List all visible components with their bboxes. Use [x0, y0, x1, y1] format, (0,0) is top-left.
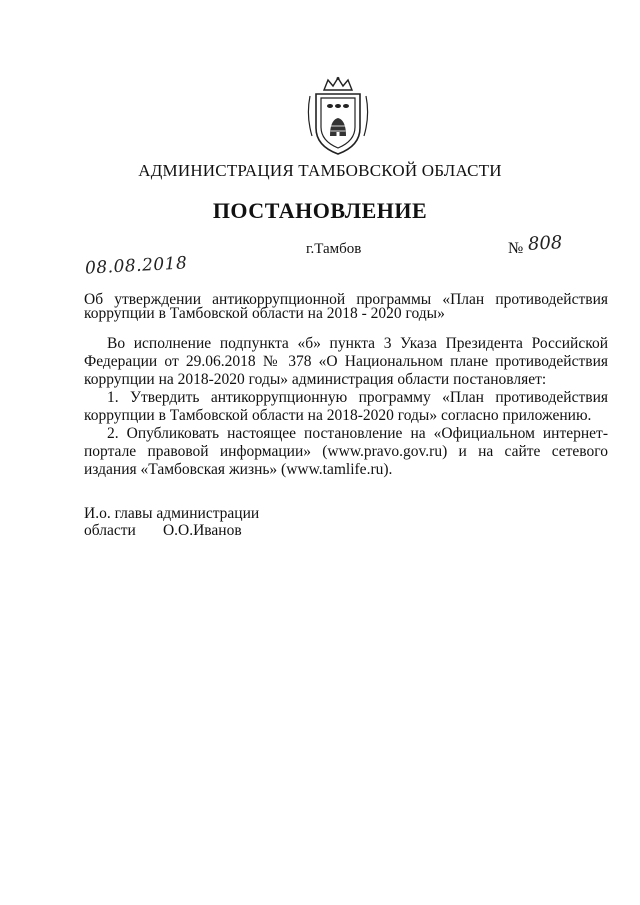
- document-number-handwritten: 808: [527, 232, 563, 255]
- coat-of-arms-emblem: [302, 76, 374, 156]
- signatory-name: О.О.Иванов: [162, 522, 242, 539]
- organization-title: АДМИНИСТРАЦИЯ ТАМБОВСКОЙ ОБЛАСТИ: [138, 161, 502, 180]
- signatory-position-line1: И.о. главы администрации: [84, 505, 260, 522]
- document-type-title: ПОСТАНОВЛЕНИЕ: [212, 198, 428, 223]
- city-label: г.Тамбов: [306, 241, 362, 257]
- document-subject: Об утверждении антикоррупционной программы «План противодействия коррупции в Тамбовской области на 2018 - 2020 годы»: [84, 291, 608, 322]
- document-date-handwritten: 08.08.2018: [84, 253, 188, 279]
- document-body: [84, 335, 608, 479]
- item-2-paragraph: 2. Опубликовать настоящее постановление на «Официальном интернет-портале правовой информации» (www.pravo.gov.ru) и на сайте сетевого издания «Тамбовская жизнь» (www.tamlife.ru).: [84, 425, 608, 478]
- signature-block: [84, 505, 259, 539]
- signatory-position-line2: области: [84, 522, 136, 539]
- number-label: №: [508, 240, 524, 257]
- item-1-paragraph: 1. Утвердить антикоррупционную программу «План противодействия коррупции в Тамбовской области на 2018-2020 годы» согласно приложению.: [84, 389, 608, 424]
- signatory-row: [84, 522, 259, 539]
- preamble-paragraph: Во исполнение подпункта «б» пункта 3 Указа Президента Российской Федерации от 29.06.2018 № 378 «О Национальном плане противодействия коррупции на 2018-2020 годы» администрация области постановляет:: [84, 335, 608, 388]
